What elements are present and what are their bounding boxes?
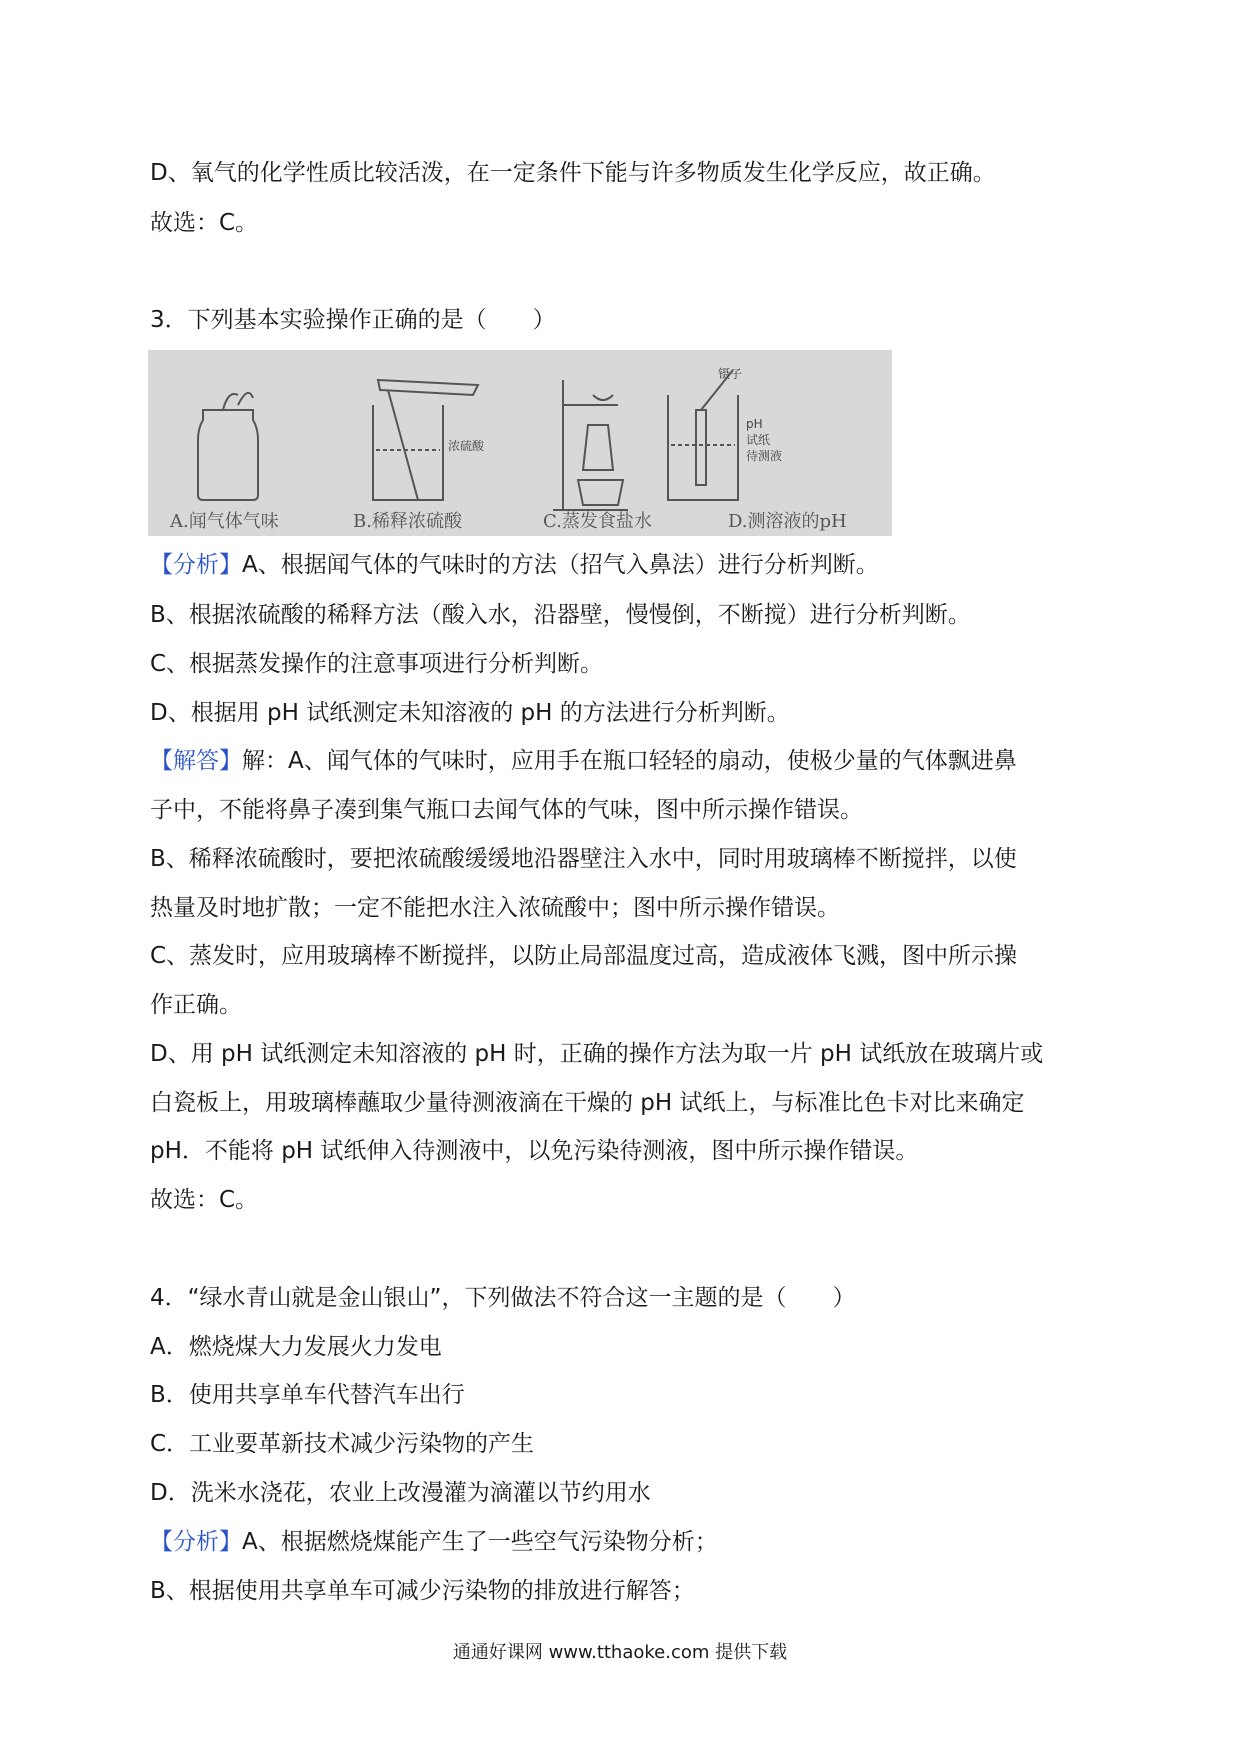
analysis-text: A、根据闻气体的气味时的方法（招气入鼻法）进行分析判断。 — [242, 552, 879, 578]
label-test-liquid: 待测液 — [746, 449, 783, 463]
q3-lab-operations-figure — [148, 350, 892, 536]
ph-test-drawing — [668, 370, 738, 500]
gas-bottle-drawing — [198, 393, 258, 500]
q3-solution-c1: C、蒸发时，应用玻璃棒不断搅拌，以防止局部温度过高，造成液体飞溅，图中所示操 — [150, 943, 1018, 969]
q3-solution-a2: 子中，不能将鼻子凑到集气瓶口去闻气体的气味，图中所示操作错误。 — [150, 797, 863, 823]
q3-analysis-a — [150, 550, 879, 580]
q3-solution-d1: D、用 pH 试纸测定未知溶液的 pH 时，正确的操作方法为取一片 pH 试纸放在玻璃片或 — [150, 1041, 1044, 1067]
label-ph: pH — [746, 417, 763, 431]
q2-answer: 故选：C。 — [150, 210, 259, 236]
q4-analysis-b: B、根据使用共享单车可减少污染物的排放进行解答； — [150, 1578, 695, 1604]
evaporation-stand-drawing — [553, 380, 628, 510]
q3-analysis-c: C、根据蒸发操作的注意事项进行分析判断。 — [150, 651, 604, 677]
q3-analysis-d: D、根据用 pH 试纸测定未知溶液的 pH 的方法进行分析判断。 — [150, 700, 790, 726]
analysis-tag: 【分析】 — [150, 1529, 242, 1555]
label-tweezers: 镊子 — [718, 367, 743, 381]
label-test-paper: 试纸 — [746, 433, 771, 447]
q4-option-d: D．洗米水浇花，农业上改漫灌为滴灌以节约用水 — [150, 1480, 651, 1506]
solution-text: 解：A、闻气体的气味时，应用手在瓶口轻轻的扇动，使极少量的气体飘进鼻 — [242, 748, 1017, 774]
figure-label-c: C.蒸发食盐水 — [543, 511, 652, 532]
q3-question: 3．下列基本实验操作正确的是（ ） — [150, 307, 556, 333]
page-footer: 通通好课网 www.tthaoke.com 提供下载 — [452, 1642, 788, 1663]
q4-question: 4．“绿水青山就是金山银山”，下列做法不符合这一主题的是（ ） — [150, 1285, 856, 1311]
analysis-text: A、根据燃烧煤能产生了一些空气污染物分析； — [242, 1529, 718, 1555]
q3-solution-a1 — [150, 746, 1017, 776]
q3-solution-d3: pH．不能将 pH 试纸伸入待测液中，以免污染待测液，图中所示操作错误。 — [150, 1138, 919, 1164]
figure-label-b: B.稀释浓硫酸 — [353, 511, 462, 532]
q4-option-a: A．燃烧煤大力发展火力发电 — [150, 1334, 442, 1360]
q3-solution-b2: 热量及时地扩散；一定不能把水注入浓硫酸中；图中所示操作错误。 — [150, 895, 840, 921]
q3-answer: 故选：C。 — [150, 1187, 259, 1213]
figure-label-d: D.测溶液的pH — [728, 511, 847, 532]
q3-solution-b1: B、稀释浓硫酸时，要把浓硫酸缓缓地沿器壁注入水中，同时用玻璃棒不断搅拌，以使 — [150, 846, 1017, 872]
q4-option-b: B．使用共享单车代替汽车出行 — [150, 1382, 465, 1408]
q2-option-d-explanation: D、氧气的化学性质比较活泼，在一定条件下能与许多物质发生化学反应，故正确。 — [150, 160, 996, 186]
label-acid: 浓硫酸 — [448, 439, 485, 453]
q3-solution-d2: 白瓷板上，用玻璃棒蘸取少量待测液滴在干燥的 pH 试纸上，与标准比色卡对比来确定 — [150, 1090, 1025, 1116]
q4-analysis-a — [150, 1527, 718, 1557]
q3-analysis-b: B、根据浓硫酸的稀释方法（酸入水，沿器壁，慢慢倒，不断搅）进行分析判断。 — [150, 602, 971, 628]
q4-option-c: C．工业要革新技术减少污染物的产生 — [150, 1431, 535, 1457]
q3-solution-c2: 作正确。 — [150, 992, 242, 1018]
analysis-tag: 【分析】 — [150, 552, 242, 578]
lab-figure-svg — [148, 350, 892, 536]
solution-tag: 【解答】 — [150, 748, 242, 774]
figure-label-a: A.闻气体气味 — [170, 511, 279, 532]
